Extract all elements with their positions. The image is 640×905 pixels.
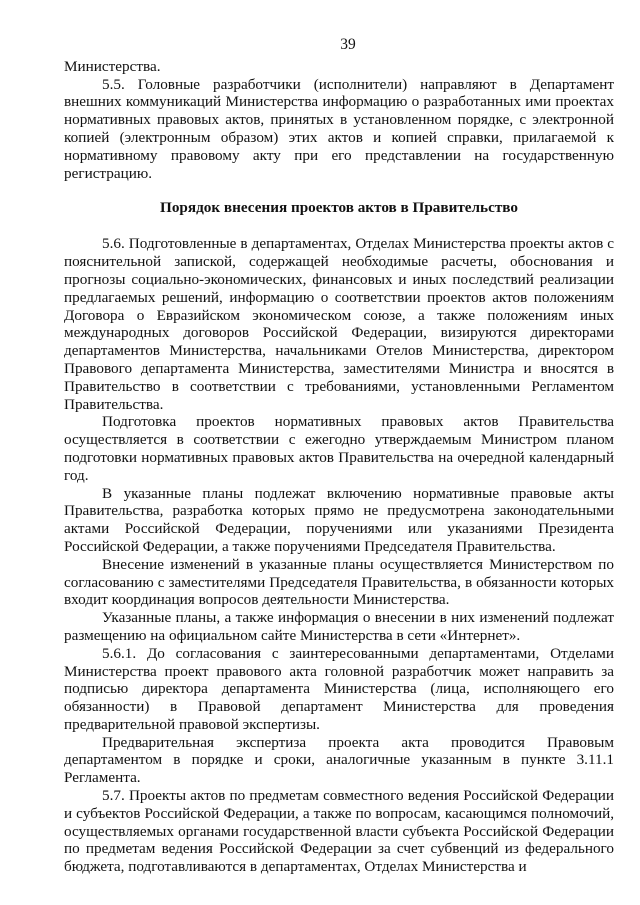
paragraph-5-7: 5.7. Проекты актов по предметам совместного ведения Российской Федерации и субъектов Российской Федерации, а также по вопросам, касающимся полномочий, осуществляемых органами государственной власти субъекта Российской Федерации по предметам ведения Российской Федерации за счет субвенций из федерального бюджета, подготавливаются в департаментах, Отделах Министерства и <box>64 787 614 876</box>
paragraph-5-6-1: 5.6.1. До согласования с заинтересованными департаментами, Отделами Министерства проект правового акта головной разработчик может направить за подписью директора департамента Министерства (лица, исполняющего его обязанности) в Правовой департамент Министерства для проведения предварительной правовой экспертизы. <box>64 644 614 733</box>
paragraph-plan-changes: Внесение изменений в указанные планы осуществляется Министерством по согласованию с заместителями Председателя Правительства, в обязанности которых входит координация вопросов деятельности Министерства. <box>64 555 614 609</box>
paragraph-intro-tail: Министерства. <box>64 57 161 75</box>
document-page <box>64 36 614 876</box>
paragraph-5-5: 5.5. Головные разработчики (исполнители) направляют в Департамент внешних коммуникаций Министерства информацию о разработанных ими проектах нормативных правовых актов, принятых в установленном порядке, с электронной копией (электронным образом) этих актов и копией справки, прилагаемой к нормативному правовому акту при его представлении на государственную регистрацию. <box>64 75 614 182</box>
section-heading: Порядок внесения проектов актов в Правительство <box>160 199 518 217</box>
paragraph-5-6: 5.6. Подготовленные в департаментах, Отделах Министерства проекты актов с пояснительной запиской, содержащей необходимые расчеты, обоснования и прогнозы социально-экономических, финансовых и иных последствий реализации предлагаемых решений, информацию о соответствии проектов актов положениям Договора о Евразийском экономическом союзе, а также положениям иных международных договоров Российской Федерации, визируются директорами департаментов Министерства, начальниками Отелов Министерства, директором Правового департамента Министерства, заместителями Министра и вносятся в Правительство в соответствии с требованиями, установленными Регламентом Правительства. <box>64 235 614 413</box>
paragraph-expertise: Предварительная экспертиза проекта акта проводится Правовым департаментом в порядке и сроки, аналогичные указанным в пункте 3.11.1 Регламента. <box>64 733 614 787</box>
paragraph-publication: Указанные планы, а также информация о внесении в них изменений подлежат размещению на официальном сайте Министерства в сети «Интернет». <box>64 609 614 644</box>
paragraph-plans: В указанные планы подлежат включению нормативные правовые акты Правительства, разработка которых прямо не предусмотрена законодательными актами Российской Федерации, поручениями или указаниями Президента Российской Федерации, а также поручениями Председателя Правительства. <box>64 484 614 555</box>
paragraph-preparation: Подготовка проектов нормативных правовых актов Правительства осуществляется в соответствии с ежегодно утверждаемым Министром планом подготовки нормативных правовых актов Правительства на очередной календарный год. <box>64 413 614 484</box>
page-number: 39 <box>340 36 356 53</box>
